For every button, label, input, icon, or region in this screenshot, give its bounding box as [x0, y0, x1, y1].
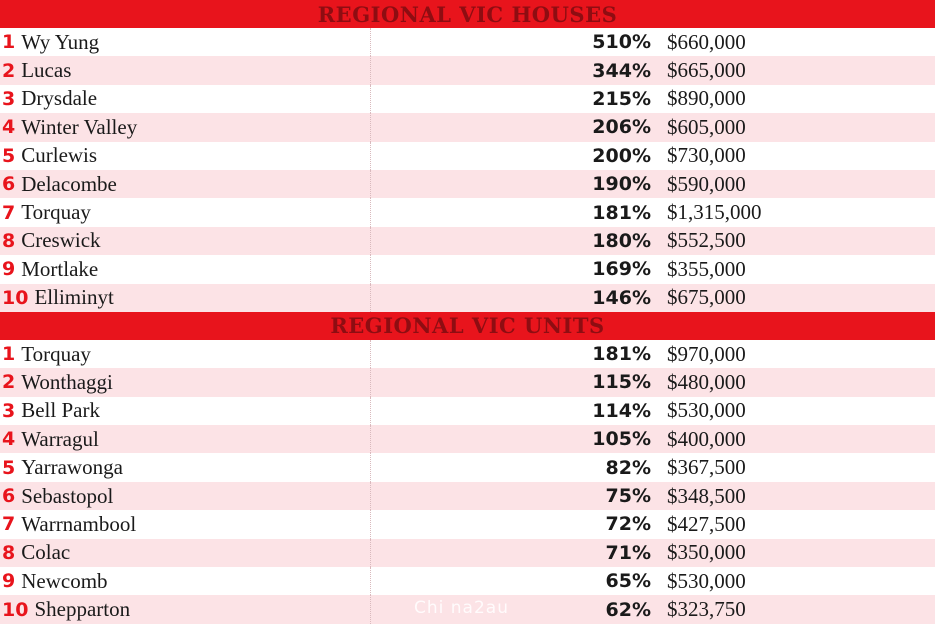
- median-price: $348,500: [667, 483, 746, 508]
- table-row: [0, 198, 935, 226]
- growth-percent: 206%: [592, 116, 651, 139]
- growth-percent: 71%: [605, 541, 651, 564]
- table-row: [0, 425, 935, 453]
- growth-percent: 65%: [605, 570, 651, 593]
- table-row: [0, 397, 935, 425]
- suburb-name: Winter Valley: [21, 114, 138, 139]
- median-price: $665,000: [667, 58, 746, 83]
- rank-number: 1: [2, 343, 16, 366]
- median-price: $552,500: [667, 228, 746, 253]
- growth-percent: 72%: [605, 513, 651, 536]
- median-price: $355,000: [667, 256, 746, 281]
- table-row: [0, 85, 935, 113]
- growth-percent: 215%: [592, 87, 651, 110]
- column-divider: [370, 113, 371, 141]
- table-row: [0, 56, 935, 84]
- column-divider: [370, 198, 371, 226]
- rank-number: 10: [2, 286, 29, 309]
- median-price: $530,000: [667, 398, 746, 423]
- suburb-name: Wy Yung: [21, 29, 100, 54]
- median-price: $675,000: [667, 285, 746, 310]
- column-divider: [370, 453, 371, 481]
- median-price: $367,500: [667, 455, 746, 480]
- table-row: [0, 510, 935, 538]
- suburb-name: Creswick: [21, 228, 101, 253]
- column-divider: [370, 56, 371, 84]
- median-price: $590,000: [667, 171, 746, 196]
- growth-percent: 181%: [592, 343, 651, 366]
- rank-number: 5: [2, 456, 16, 479]
- suburb-name: Elliminyt: [34, 285, 114, 310]
- column-divider: [370, 227, 371, 255]
- suburb-name: Yarrawonga: [21, 455, 123, 480]
- column-divider: [370, 340, 371, 368]
- median-price: $730,000: [667, 143, 746, 168]
- column-divider: [370, 482, 371, 510]
- median-price: $890,000: [667, 86, 746, 111]
- growth-percent: 82%: [605, 456, 651, 479]
- units-table: [0, 312, 935, 624]
- growth-percent: 200%: [592, 144, 651, 167]
- column-divider: [370, 28, 371, 56]
- growth-percent: 115%: [592, 371, 651, 394]
- growth-percent: 114%: [592, 399, 651, 422]
- suburb-name: Delacombe: [21, 171, 117, 196]
- rank-number: 8: [2, 541, 16, 564]
- suburb-name: Torquay: [21, 200, 91, 225]
- column-divider: [370, 170, 371, 198]
- rank-number: 4: [2, 116, 16, 139]
- units-rows: [0, 340, 935, 624]
- table-row: [0, 142, 935, 170]
- suburb-name: Sebastopol: [21, 483, 114, 508]
- table-row: [0, 170, 935, 198]
- rank-number: 5: [2, 144, 16, 167]
- rank-number: 1: [2, 31, 16, 54]
- table-row: [0, 539, 935, 567]
- units-section-title: REGIONAL VIC UNITS: [0, 312, 935, 340]
- suburb-name: Lucas: [21, 58, 72, 83]
- suburb-name: Drysdale: [21, 86, 98, 111]
- column-divider: [370, 368, 371, 396]
- suburb-name: Wonthaggi: [21, 369, 113, 394]
- median-price: $323,750: [667, 597, 746, 622]
- table-row: [0, 113, 935, 141]
- rank-number: 8: [2, 229, 16, 252]
- column-divider: [370, 397, 371, 425]
- rank-number: 3: [2, 87, 16, 110]
- column-divider: [370, 142, 371, 170]
- column-divider: [370, 425, 371, 453]
- median-price: $530,000: [667, 568, 746, 593]
- rank-number: 6: [2, 173, 16, 196]
- houses-section-title: REGIONAL VIC HOUSES: [0, 0, 935, 28]
- median-price: $427,500: [667, 511, 746, 536]
- growth-percent: 169%: [592, 258, 651, 281]
- growth-percent: 62%: [605, 598, 651, 621]
- table-row: [0, 227, 935, 255]
- suburb-name: Colac: [21, 540, 71, 565]
- houses-rows: [0, 28, 935, 312]
- growth-percent: 181%: [592, 201, 651, 224]
- growth-percent: 190%: [592, 173, 651, 196]
- median-price: $605,000: [667, 114, 746, 139]
- median-price: $660,000: [667, 29, 746, 54]
- median-price: $400,000: [667, 426, 746, 451]
- table-row: [0, 255, 935, 283]
- column-divider: [370, 510, 371, 538]
- column-divider: [370, 539, 371, 567]
- suburb-name: Mortlake: [21, 256, 99, 281]
- table-row: [0, 368, 935, 396]
- rank-number: 3: [2, 399, 16, 422]
- table-row: [0, 28, 935, 56]
- suburb-name: Shepparton: [34, 597, 131, 622]
- growth-percent: 105%: [592, 428, 651, 451]
- table-row: [0, 567, 935, 595]
- suburb-name: Warrnambool: [21, 511, 137, 536]
- growth-percent: 146%: [592, 286, 651, 309]
- median-price: $1,315,000: [667, 200, 762, 225]
- column-divider: [370, 255, 371, 283]
- median-price: $350,000: [667, 540, 746, 565]
- median-price: $970,000: [667, 341, 746, 366]
- column-divider: [370, 595, 371, 623]
- rank-number: 7: [2, 513, 16, 536]
- growth-percent: 344%: [592, 59, 651, 82]
- column-divider: [370, 85, 371, 113]
- rank-number: 2: [2, 371, 16, 394]
- growth-percent: 180%: [592, 229, 651, 252]
- suburb-name: Newcomb: [21, 568, 108, 593]
- rank-number: 9: [2, 570, 16, 593]
- suburb-name: Torquay: [21, 341, 91, 366]
- suburb-name: Warragul: [21, 426, 99, 451]
- table-row: [0, 284, 935, 312]
- suburb-name: Curlewis: [21, 143, 98, 168]
- rank-number: 6: [2, 485, 16, 508]
- growth-percent: 510%: [592, 31, 651, 54]
- rank-number: 4: [2, 428, 16, 451]
- watermark: Chi na2au: [414, 598, 509, 618]
- suburb-name: Bell Park: [21, 398, 100, 423]
- column-divider: [370, 284, 371, 312]
- growth-percent: 75%: [605, 485, 651, 508]
- column-divider: [370, 567, 371, 595]
- rank-number: 7: [2, 201, 16, 224]
- table-row: [0, 340, 935, 368]
- table-row: [0, 453, 935, 481]
- rank-number: 2: [2, 59, 16, 82]
- table-row: [0, 482, 935, 510]
- median-price: $480,000: [667, 369, 746, 394]
- rank-number: 10: [2, 598, 29, 621]
- rank-number: 9: [2, 258, 16, 281]
